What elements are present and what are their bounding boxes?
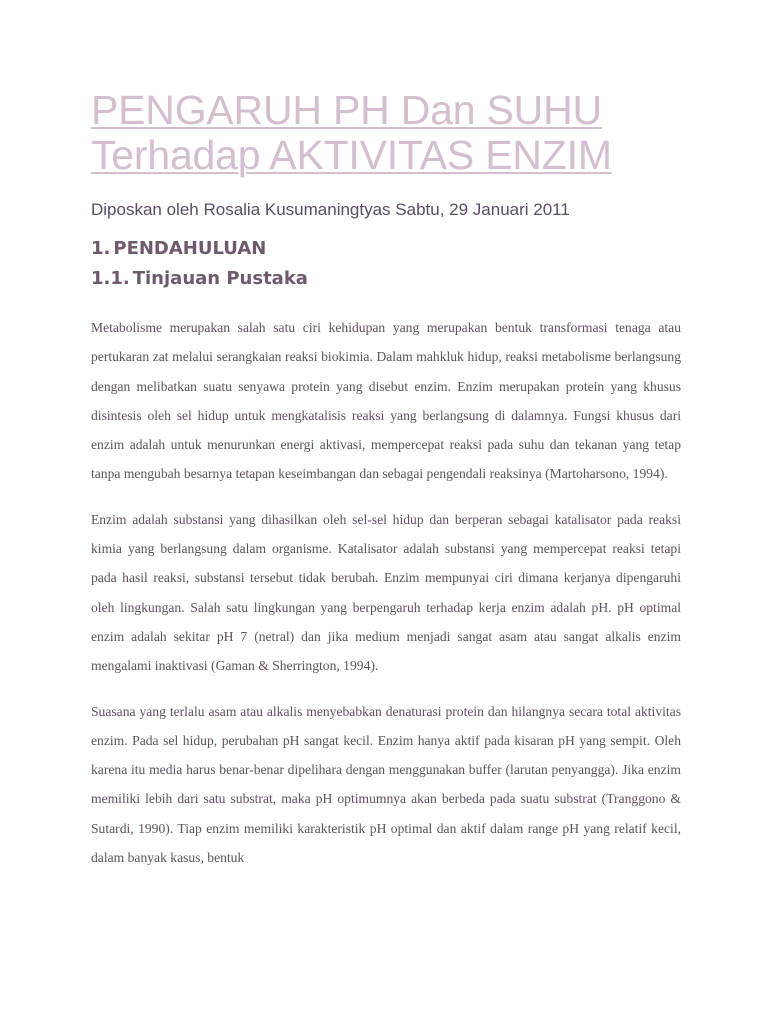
post-byline: Diposkan oleh Rosalia Kusumaningtyas Sabtu, 29 Januari 2011	[91, 200, 570, 219]
subsection-heading	[91, 265, 681, 293]
title-line-2[interactable]: Terhadap AKTIVITAS ENZIM	[91, 132, 612, 178]
body-paragraph: Suasana yang terlalu asam atau alkalis menyebabkan denaturasi protein dan hilangnya secara total aktivitas enzim. Pada sel hidup, perubahan pH sangat kecil. Enzim hanya aktif pada kisaran pH yang sempit. Oleh karena itu media harus benar-benar dipelihara dengan menggunakan buffer (larutan penyangga). Jika enzim memiliki lebih dari satu substrat, maka pH optimumnya akan berbeda pada suatu substrat (Tranggono & Sutardi, 1990). Tiap enzim memiliki karakteristik pH optimal dan aktif dalam range pH yang relatif kecil, dalam banyak kasus, bentuk	[91, 703, 681, 866]
document-title[interactable]	[91, 88, 681, 178]
section-title: PENDAHULUAN	[113, 238, 267, 259]
document-page	[91, 88, 681, 872]
subsection-number: 1.1.	[91, 268, 130, 289]
subsection-title: Tinjauan Pustaka	[132, 268, 308, 289]
section-heading	[91, 235, 681, 263]
section-number: 1.	[91, 238, 111, 259]
body-paragraph: Metabolisme merupakan salah satu ciri kehidupan yang merupakan bentuk transformasi tenaga atau pertukaran zat melalui serangkaian reaksi biokimia. Dalam mahkluk hidup, reaksi metabolisme berlangsung dengan melibatkan suatu senyawa protein yang disebut enzim. Enzim merupakan protein yang khusus disintesis oleh sel hidup untuk mengkatalisis reaksi yang berlangsung di dalamnya. Fungsi khusus dari enzim adalah untuk menurunkan energi aktivasi, mempercepat reaksi pada suhu dan tekanan yang tetap tanpa mengubah besarnya tetapan keseimbangan dan sebagai pengendali reaksinya (Martoharsono, 1994).	[91, 320, 681, 482]
body-paragraph: Enzim adalah substansi yang dihasilkan oleh sel-sel hidup dan berperan sebagai katalisator pada reaksi kimia yang berlangsung dalam organisme. Katalisator adalah substansi yang mempercepat reaksi tetapi pada hasil reaksi, substansi tersebut tidak berubah. Enzim mempunyai ciri dimana kerjanya dipengaruhi oleh lingkungan. Salah satu lingkungan yang berpengaruh terhadap kerja enzim adalah pH. pH optimal enzim adalah sekitar pH 7 (netral) dan jika medium menjadi sangat asam atau sangat alkalis enzim mengalami inaktivasi (Gaman & Sherrington, 1994).	[91, 511, 681, 674]
title-line-1[interactable]: PENGARUH PH Dan SUHU	[91, 87, 602, 133]
